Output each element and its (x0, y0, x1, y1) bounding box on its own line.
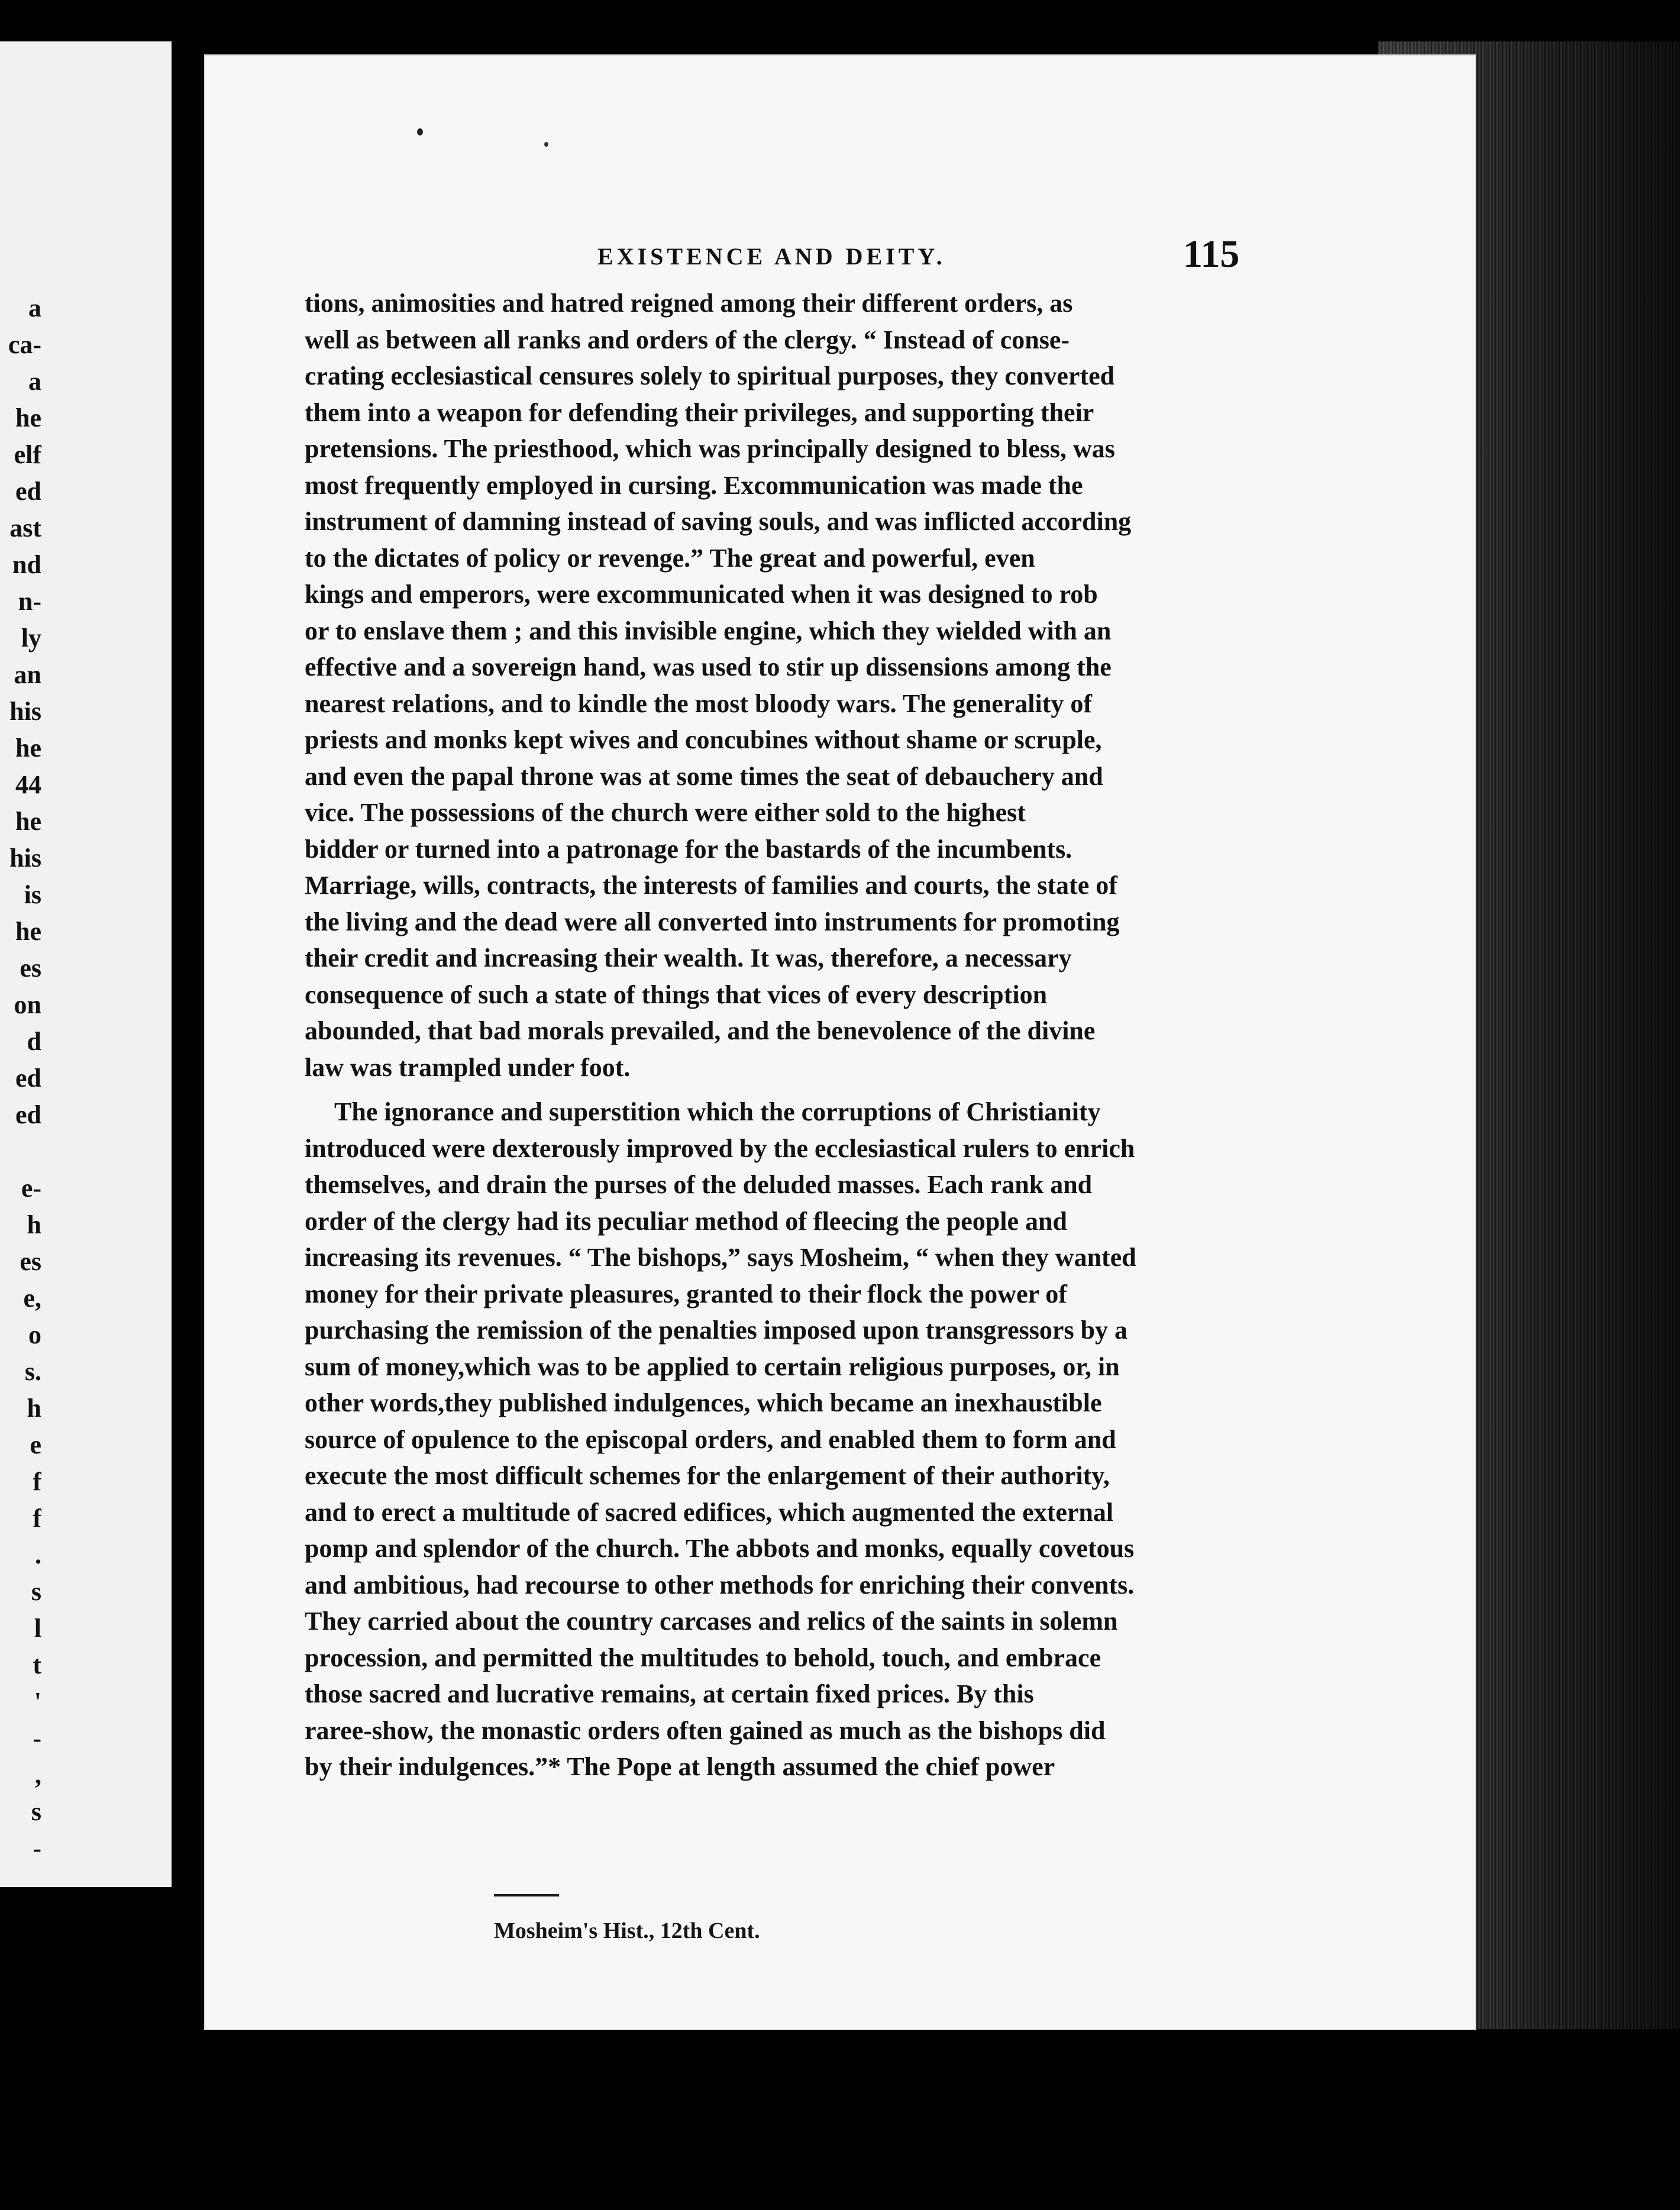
text-line: well as between all ranks and orders of the clergy. “ Instead of conse- (305, 325, 1070, 354)
left-page-fragment: a (28, 367, 41, 396)
text-line: tions, animosities and hatred reigned among their different orders, as (305, 289, 1073, 318)
body-text (305, 285, 1429, 1785)
left-page-fragment: s (31, 1577, 41, 1606)
left-page-fragment: f (33, 1467, 41, 1496)
text-line: other words,they published indulgences, which became an inexhaustible (305, 1388, 1102, 1417)
text-line: procession, and permitted the multitudes to behold, touch, and embrace (305, 1643, 1101, 1672)
left-page-fragment: - (33, 1724, 41, 1753)
left-page-fragment: es (20, 954, 41, 983)
text-line: order of the clergy had its peculiar method of fleecing the people and (305, 1206, 1067, 1236)
left-page-fragment: e- (21, 1174, 41, 1203)
scan-speck (417, 128, 423, 135)
text-line: vice. The possessions of the church were either sold to the highest (305, 798, 1026, 827)
left-page-fragment: his (9, 697, 41, 726)
left-page-fragment: d (27, 1027, 41, 1056)
text-line: abounded, that bad morals prevailed, and the benevolence of the divine (305, 1016, 1096, 1045)
footnote-rule (494, 1894, 559, 1896)
left-page-fragment: l (34, 1614, 41, 1643)
text-line: raree-show, the monastic orders often gained as much as the bishops did (305, 1715, 1106, 1745)
text-line: and ambitious, had recourse to other methods for enriching their convents. (305, 1570, 1135, 1600)
left-page-fragment: he (15, 917, 41, 946)
left-page-fragment: . (35, 1540, 41, 1569)
left-page-fragment: ca- (8, 330, 41, 359)
running-header-title: EXISTENCE AND DEITY. (597, 243, 946, 270)
text-line: their credit and increasing their wealth. It was, therefore, a necessary (305, 944, 1072, 972)
left-page-fragment: an (14, 660, 41, 689)
left-page-fragment: on (14, 990, 41, 1019)
left-page-fragment: he (15, 734, 41, 762)
text-line: bidder or turned into a patronage for the bastards of the incumbents. (305, 834, 1072, 864)
left-page-fragment: ast (9, 513, 41, 542)
text-line: pomp and splendor of the church. The abbots and monks, equally covetous (305, 1534, 1135, 1563)
text-line: kings and emperors, were excommunicated when it was designed to rob (305, 580, 1098, 609)
text-line: most frequently employed in cursing. Excommunication was made the (305, 470, 1083, 500)
left-page-fragment: - (33, 1834, 41, 1863)
left-page-fragment: ed (15, 1064, 41, 1093)
footnote: Mosheim's Hist., 12th Cent. (494, 1918, 760, 1943)
running-header (204, 232, 1476, 285)
left-page-fragment: 44 (15, 770, 41, 799)
left-facing-page (0, 41, 172, 1887)
page-number: 115 (1183, 232, 1240, 276)
left-page-fragment: s. (24, 1357, 41, 1386)
left-page-fragment: e, (23, 1284, 41, 1313)
left-page-fragment: e (30, 1430, 41, 1459)
left-page-fragment: ed (15, 1100, 41, 1129)
left-page-fragment: n- (18, 587, 41, 616)
left-page-fragment: ly (21, 623, 41, 652)
text-line: priests and monks kept wives and concubines without shame or scruple, (305, 725, 1102, 754)
text-line: those sacred and lucrative remains, at certain fixed prices. By this (305, 1679, 1034, 1708)
left-page-fragment: ' (34, 1687, 41, 1716)
left-page-fragment (0, 1133, 41, 1170)
book-page (204, 54, 1476, 2030)
left-page-fragment: o (28, 1320, 41, 1349)
text-line: them into a weapon for defending their privileges, and supporting their (305, 398, 1094, 427)
scan-speck (544, 142, 548, 147)
text-line: law was trampled under foot. (305, 1052, 631, 1082)
text-line: crating ecclesiastical censures solely to spiritual purposes, they converted (305, 361, 1115, 390)
left-page-fragment: a (28, 293, 41, 322)
left-page-fragment: he (15, 403, 41, 432)
text-line: and to erect a multitude of sacred edifices, which augmented the external (305, 1497, 1114, 1527)
text-line: money for their private pleasures, granted to their flock the power of (305, 1279, 1067, 1308)
text-line: sum of money,which was to be applied to certain religious purposes, or, in (305, 1352, 1120, 1381)
left-page-fragment: ed (15, 477, 41, 506)
left-page-fragment: h (27, 1394, 41, 1423)
text-line: execute the most difficult schemes for the enlargement of their authority, (305, 1461, 1110, 1490)
text-line: introduced were dexterously improved by the ecclesiastical rulers to enrich (305, 1133, 1135, 1163)
left-page-fragment: he (15, 807, 41, 836)
text-line: Marriage, wills, contracts, the interests of families and courts, the state of (305, 871, 1117, 900)
left-page-fragment: nd (12, 550, 41, 579)
left-page-fragment: s (31, 1797, 41, 1826)
left-page-text-fragments (0, 290, 47, 1867)
text-line: consequence of such a state of things that vices of every description (305, 980, 1048, 1009)
text-line: the living and the dead were all converted into instruments for promoting (305, 907, 1120, 936)
text-line: to the dictates of policy or revenge.” The great and powerful, even (305, 543, 1035, 573)
left-page-fragment: es (20, 1247, 41, 1276)
text-line: by their indulgences.”* The Pope at length assumed the chief power (305, 1752, 1055, 1781)
text-line: increasing its revenues. “ The bishops,” says Mosheim, “ when they wanted (305, 1243, 1136, 1272)
text-line: nearest relations, and to kindle the most bloody wars. The generality of (305, 689, 1093, 718)
text-line: The ignorance and superstition which the corruptions of Christianity (334, 1097, 1101, 1126)
left-page-fragment: f (33, 1504, 41, 1533)
text-line: and even the papal throne was at some times the seat of debauchery and (305, 761, 1103, 791)
left-page-fragment: his (9, 844, 41, 873)
text-line: themselves, and drain the purses of the deluded masses. Each rank and (305, 1170, 1093, 1199)
paragraph-gap (305, 1085, 1429, 1094)
left-page-fragment: , (35, 1760, 41, 1789)
text-line: source of opulence to the episcopal orders, and enabled them to form and (305, 1424, 1116, 1454)
text-line: pretensions. The priesthood, which was principally designed to bless, was (305, 434, 1115, 463)
left-page-fragment: elf (14, 440, 41, 469)
text-line: effective and a sovereign hand, was used to stir up dissensions among the (305, 652, 1112, 681)
text-line: instrument of damning instead of saving souls, and was inflicted according (305, 507, 1132, 536)
text-line: or to enslave them ; and this invisible engine, which they wielded with an (305, 616, 1112, 645)
left-page-fragment: t (33, 1650, 41, 1679)
left-page-fragment: is (24, 880, 41, 909)
text-line: purchasing the remission of the penalties imposed upon transgressors by a (305, 1316, 1128, 1345)
left-page-fragment: h (27, 1210, 41, 1239)
text-line: They carried about the country carcases and relics of the saints in solemn (305, 1607, 1118, 1636)
